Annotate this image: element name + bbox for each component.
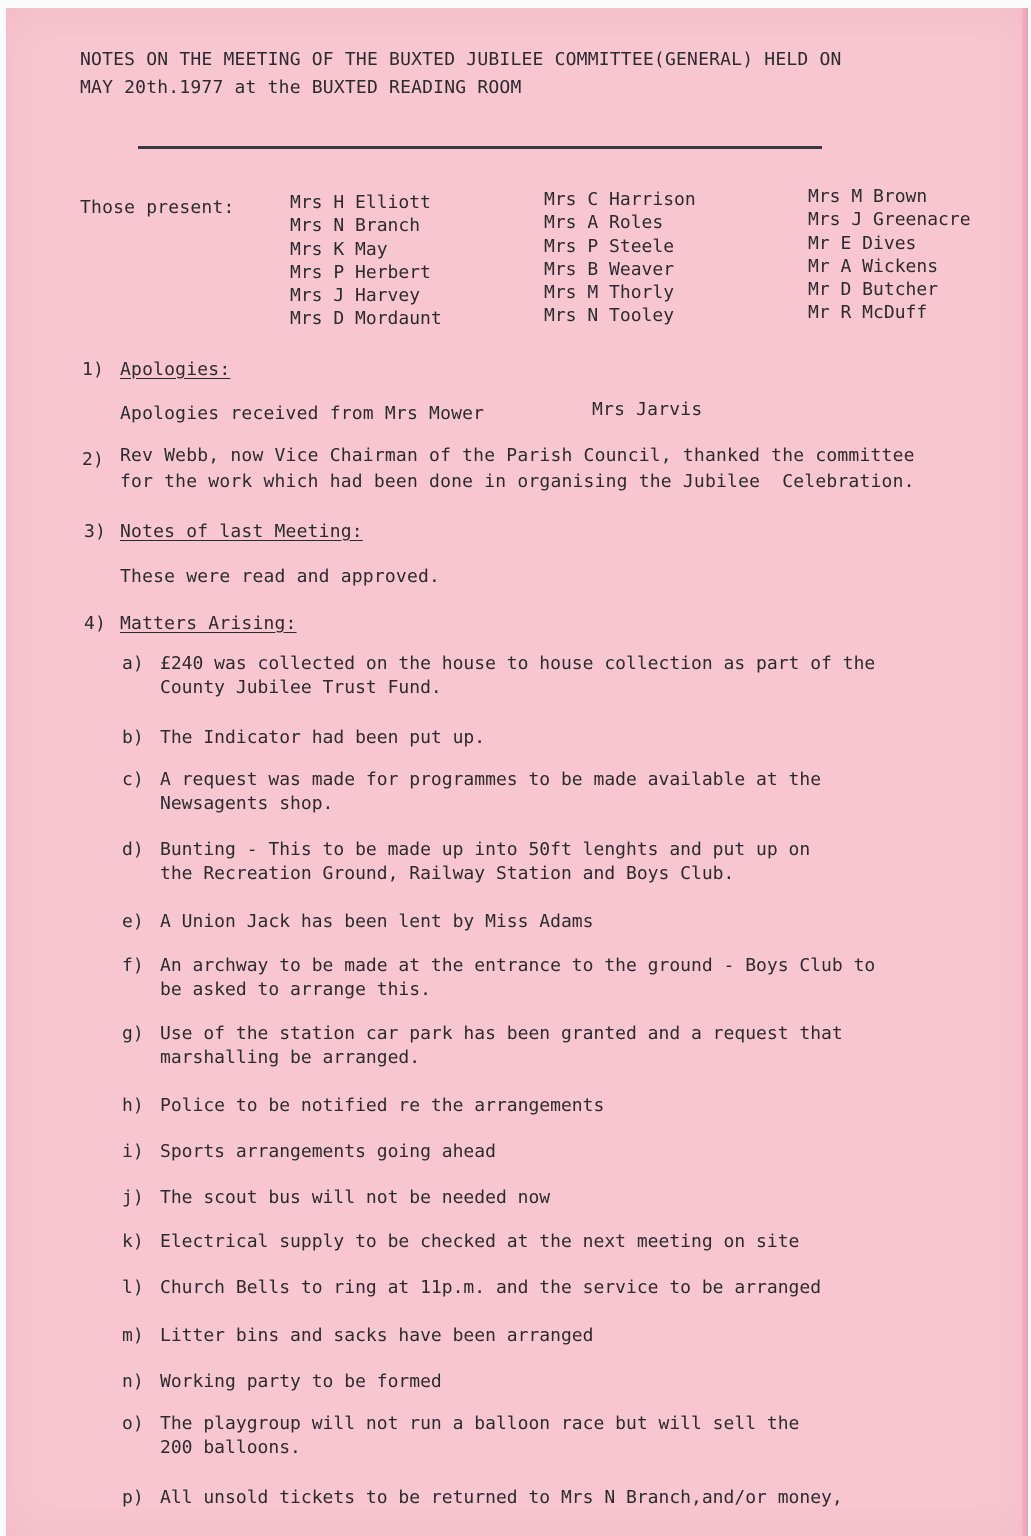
list-item	[122, 1230, 1002, 1256]
item-text: The playgroup will not run a balloon race but will sell the 200 balloons.	[160, 1413, 800, 1458]
section-2-number: 2)	[82, 449, 105, 470]
apologies-text: Apologies received from Mrs Mower	[120, 403, 485, 424]
list-item	[122, 1370, 1002, 1396]
section-1-heading: Apologies:	[120, 359, 231, 380]
list-item	[122, 1412, 1002, 1464]
item-label: l)	[122, 1277, 144, 1298]
attendee: Mrs N Branch	[290, 215, 421, 237]
item-text: Bunting - This to be made up into 50ft lenghts and put up on the Recreation Ground, Railway Station and Boys Club.	[160, 839, 811, 884]
item-label: h)	[122, 1095, 144, 1116]
attendee: Mrs P Herbert	[290, 261, 431, 283]
list-item	[122, 1022, 1002, 1074]
apologies-text-2: Mrs Jarvis	[592, 399, 703, 420]
section-3-text: These were read and approved.	[120, 566, 441, 587]
present-column-2	[544, 188, 696, 328]
attendee: Mrs D Mordaunt	[290, 308, 442, 330]
attendee: Mrs M Thorly	[544, 282, 675, 304]
title-line-2: MAY 20th.1977 at the BUXTED READING ROOM	[80, 77, 522, 98]
item-label: d)	[122, 839, 144, 860]
attendee: Mr D Butcher	[808, 279, 939, 301]
item-label: e)	[122, 911, 144, 932]
list-item	[122, 910, 1002, 936]
attendee: Mrs H Elliott	[290, 192, 431, 213]
attendee: Mrs P Steele	[544, 235, 675, 257]
attendee: Mrs J Greenacre	[808, 209, 971, 231]
item-label: p)	[122, 1487, 144, 1508]
attendee: Mrs J Harvey	[290, 285, 421, 307]
item-text: The scout bus will not be needed now	[160, 1187, 551, 1208]
item-label: j)	[122, 1187, 144, 1208]
item-label: c)	[122, 769, 144, 790]
list-item	[122, 1094, 1002, 1120]
section-4-number: 4)	[84, 613, 107, 634]
item-label: m)	[122, 1325, 144, 1346]
item-label: i)	[122, 1141, 144, 1162]
attendee: Mrs A Roles	[544, 212, 664, 234]
list-item	[122, 768, 1002, 820]
present-column-1	[290, 191, 442, 331]
item-text: Litter bins and sacks have been arranged	[160, 1325, 594, 1346]
item-label: g)	[122, 1023, 144, 1044]
attendee: Mr A Wickens	[808, 255, 939, 277]
item-text: Use of the station car park has been granted and a request that marshalling be arranged.	[160, 1023, 843, 1068]
title-line-1: NOTES ON THE MEETING OF THE BUXTED JUBILEE COMMITTEE(GENERAL) HELD ON	[80, 49, 842, 70]
section-3-number: 3)	[84, 521, 107, 542]
item-text: Church Bells to ring at 11p.m. and the service to be arranged	[160, 1277, 822, 1298]
attendee: Mr R McDuff	[808, 302, 928, 324]
section-4-heading: Matters Arising:	[120, 613, 297, 634]
attendee: Mrs B Weaver	[544, 258, 675, 280]
item-label: k)	[122, 1231, 144, 1252]
title-divider	[138, 146, 822, 149]
item-label: a)	[122, 653, 144, 674]
item-text: Electrical supply to be checked at the next meeting on site	[160, 1231, 800, 1252]
section-2-line-2: for the work which had been done in organising the Jubilee Celebration.	[120, 471, 915, 492]
section-3-heading: Notes of last Meeting:	[120, 521, 363, 542]
list-item	[122, 838, 1002, 890]
item-label: n)	[122, 1371, 144, 1392]
list-item	[122, 954, 1002, 1006]
item-label: o)	[122, 1413, 144, 1434]
list-item	[122, 652, 1002, 704]
list-item	[122, 1276, 1002, 1302]
section-1-number: 1)	[82, 359, 105, 380]
item-label: f)	[122, 955, 144, 976]
attendee: Mrs M Brown	[808, 186, 928, 207]
item-text: All unsold tickets to be returned to Mrs N Branch,and/or money,	[160, 1487, 843, 1508]
list-item	[122, 1324, 1002, 1350]
list-item	[122, 1140, 1002, 1166]
item-text: Sports arrangements going ahead	[160, 1141, 496, 1162]
paper-edge	[1022, 8, 1028, 1536]
attendee: Mrs C Harrison	[544, 189, 696, 210]
item-text: An archway to be made at the entrance to the ground - Boys Club to be asked to arrange this.	[160, 955, 876, 1000]
item-text: A request was made for programmes to be made available at the Newsagents shop.	[160, 769, 822, 814]
item-text: £240 was collected on the house to house collection as part of the County Jubilee Trust Fund.	[160, 653, 876, 698]
item-text: A Union Jack has been lent by Miss Adams	[160, 911, 594, 932]
document-page	[6, 8, 1028, 1536]
item-text: The Indicator had been put up.	[160, 727, 486, 748]
item-label: b)	[122, 727, 144, 748]
attendee: Mrs K May	[290, 238, 388, 260]
attendee: Mrs N Tooley	[544, 305, 675, 327]
present-label: Those present:	[80, 197, 235, 218]
section-2-line-1: Rev Webb, now Vice Chairman of the Parish Council, thanked the committee	[120, 445, 915, 466]
list-item	[122, 726, 1002, 752]
item-text: Police to be notified re the arrangements	[160, 1095, 605, 1116]
list-item	[122, 1486, 1002, 1512]
item-text: Working party to be formed	[160, 1371, 442, 1392]
list-item	[122, 1186, 1002, 1212]
present-column-3	[808, 185, 971, 325]
attendee: Mr E Dives	[808, 232, 917, 254]
